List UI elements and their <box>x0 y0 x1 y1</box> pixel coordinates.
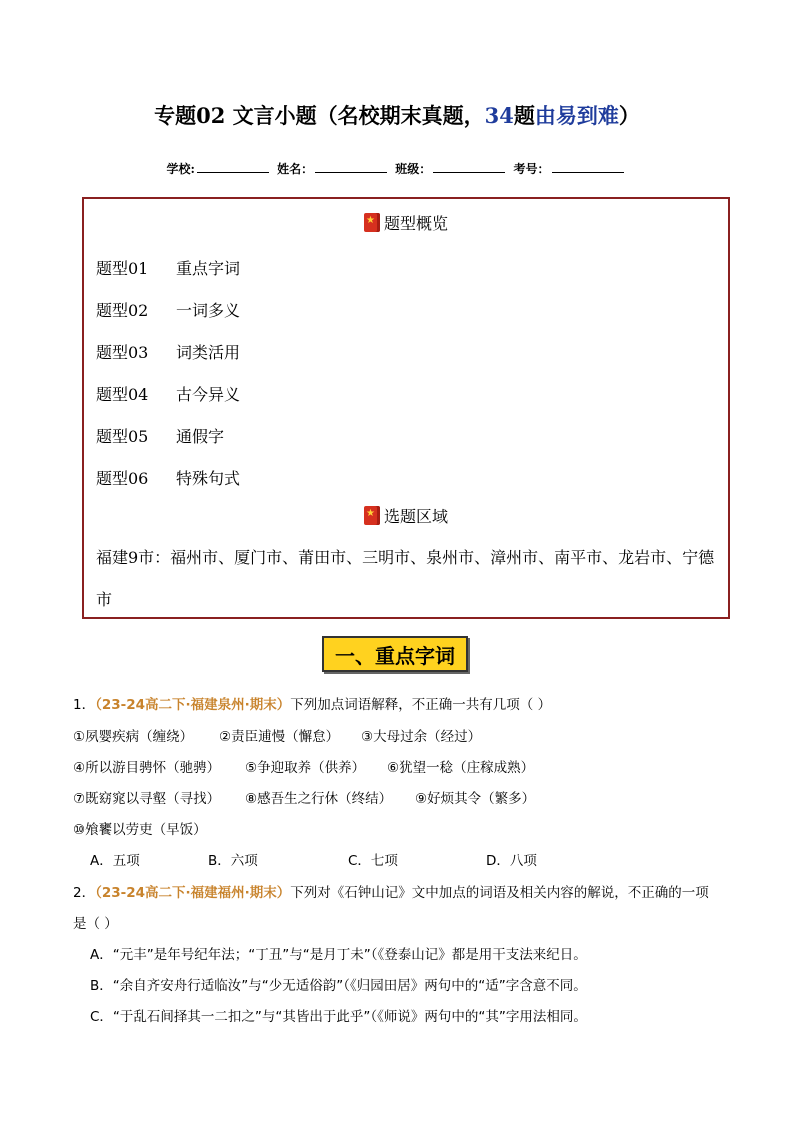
title-order: 由易到难 <box>534 103 619 128</box>
list-item: ⑥犹望一稔（庄稼成熟） <box>387 760 535 776</box>
option-c[interactable]: C．七项 <box>348 853 398 869</box>
overview-heading: ★ 题型概览 <box>84 211 728 234</box>
question-source: （23-24高二下·福建泉州·期末） <box>95 697 291 713</box>
list-item: ⑨好烦其令（繁多） <box>415 791 536 807</box>
option-c[interactable]: C．“于乱石间择其一二扣之”与“其皆出于此乎”（《师说》两句中的“其”字用法相同。 <box>90 1009 587 1025</box>
region-text: 福建9市：福州市、厦门市、莆田市、三明市、泉州市、漳州市、南平市、龙岩市、宁德市 <box>96 548 715 609</box>
question-source: （23-24高二下·福建福州·期末） <box>95 885 291 901</box>
option-b[interactable]: B．六项 <box>208 853 258 869</box>
book-icon <box>364 213 380 232</box>
list-item: ⑦既窈窕以寻壑（寻找） <box>73 791 221 807</box>
school-label: 学校: <box>166 162 195 176</box>
type-item: 题型02 一词多义 <box>96 301 241 320</box>
class-label: 班级： <box>395 162 432 176</box>
book-icon <box>364 506 380 525</box>
student-info-line <box>0 160 794 177</box>
overview-box <box>82 197 730 619</box>
class-blank[interactable] <box>433 161 505 173</box>
list-item: ②责臣逋慢（懈怠） <box>219 729 340 745</box>
list-item: ③大母过余（经过） <box>361 729 482 745</box>
school-blank[interactable] <box>197 161 269 173</box>
type-item: 题型01 重点字词 <box>96 259 241 278</box>
question-1-items-row <box>73 818 207 838</box>
question-1-items-row <box>73 756 534 776</box>
question-2-stem: 2．（23-24高二下·福建福州·期末）下列对《石钟山记》文中加点的词语及相关内容的解说，不正确的一项 <box>73 885 709 901</box>
question-1-options <box>90 849 537 869</box>
exam-number-blank[interactable] <box>552 161 624 173</box>
option-d[interactable]: D．八项 <box>486 853 537 869</box>
list-item: ⑤争迎取养（供养） <box>245 760 366 776</box>
list-item: ⑩飧饔以劳吏（早饭） <box>73 822 207 838</box>
list-item: ④所以游目骋怀（驰骋） <box>73 760 221 776</box>
question-1-stem: 1．（23-24高二下·福建泉州·期末）下列加点词语解释，不正确一共有几项（ ） <box>73 697 552 713</box>
type-item: 题型04 古今异义 <box>96 385 241 404</box>
question-1-items-row <box>73 725 481 745</box>
exam-number-label: 考号： <box>513 162 550 176</box>
type-item: 题型03 词类活用 <box>96 343 241 362</box>
region-heading: ★ 选题区域 <box>84 504 728 527</box>
name-blank[interactable] <box>315 161 387 173</box>
list-item: ⑧感吾生之行休（终结） <box>245 791 393 807</box>
option-a[interactable]: A．五项 <box>90 853 140 869</box>
section-label: 一、重点字词 <box>322 636 468 672</box>
name-label: 姓名： <box>277 162 314 176</box>
option-a[interactable]: A．“元丰”是年号纪年法；“丁丑”与“是月丁未”（《登泰山记》都是用干支法来纪日。 <box>90 947 587 963</box>
question-1-items-row <box>73 787 535 807</box>
type-item: 题型06 特殊句式 <box>96 469 241 488</box>
page-title: 专题02 文言小题（名校期末真题，34题由易到难） <box>154 103 640 128</box>
title-count: 34 <box>484 103 514 128</box>
option-b[interactable]: B．“余自齐安舟行适临汝”与“少无适俗韵”（《归园田居》两句中的“适”字含意不同。 <box>90 978 587 994</box>
question-2-stem-cont: 是（ ） <box>73 916 118 932</box>
type-item: 题型05 通假字 <box>96 427 225 446</box>
list-item: ①夙婴疾病（缠绕） <box>73 729 194 745</box>
